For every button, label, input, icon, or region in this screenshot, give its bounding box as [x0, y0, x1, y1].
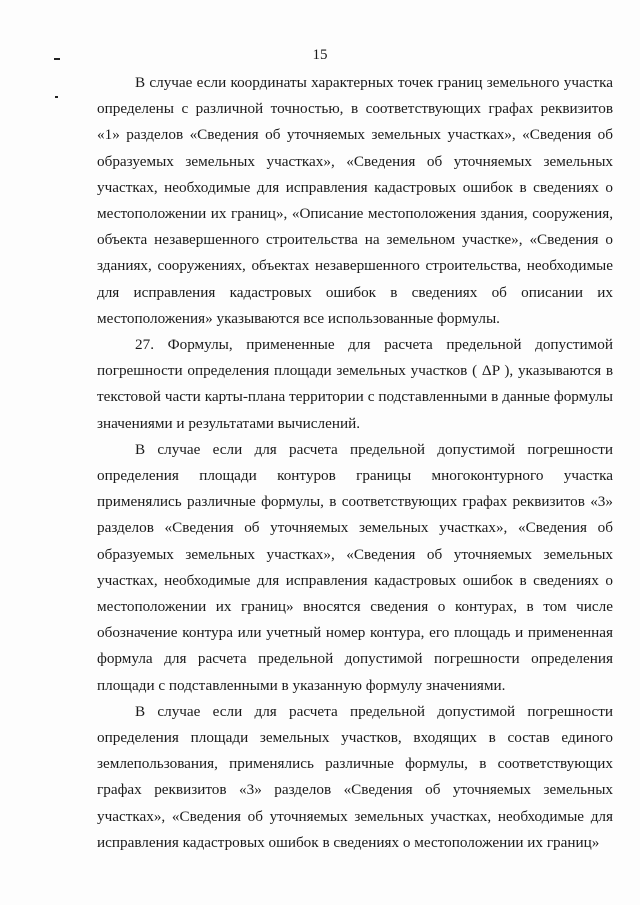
paragraph: 27. Формулы, примененные для расчета предельной допустимой погрешности определения площади земельных участков ( ΔP ), указываются в текстовой части карты-плана территории с подставленными в данные формулы значениями и результатами вычислений. [97, 336, 613, 432]
paragraph: В случае если для расчета предельной допустимой погрешности определения площади контуров границы многоконтурного участка применялись различные формулы, в соответствующих графах реквизитов «3» разделов «Сведения об уточняемых земельных участках», «Сведения об образуемых земельных участках», «Сведения об уточняемых земельных участках, необходимые для исправления кадастровых ошибок в сведениях о местоположении их границ» вносятся сведения о контурах, в том числе обозначение контура или учетный номер контура, его площадь и примененная формула для расчета предельной допустимой погрешности определения площади с подставленными в указанную формулу значениями. [97, 440, 613, 694]
paragraph: В случае если координаты характерных точек границ земельного участка определены с различной точностью, в соответствующих графах реквизитов «1» разделов «Сведения об уточняемых земельных участках», «Сведения об образуемых земельных участках», «Сведения об уточняемых земельных участках, необходимые для исправления кадастровых ошибок в сведениях о местоположении их границ», «Описание местоположения здания, сооружения, объекта незавершенного строительства на земельном участке», «Сведения о зданиях, сооружениях, объектах незавершенного строительства, необходимые для исправления кадастровых ошибок в сведениях об описании их местоположения» указываются все использованные формулы. [97, 74, 613, 327]
scan-mark [55, 96, 58, 98]
page-number: 15 [312, 47, 328, 63]
paragraph: В случае если для расчета предельной допустимой погрешности определения площади земельных участков, входящих в состав единого землепользования, применялись различные формулы, в соответствующих графах реквизитов «3» разделов «Сведения об уточняемых земельных участках», «Сведения об уточняемых земельных участках, необходимые для исправления кадастровых ошибок в сведениях о местоположении их границ» [97, 702, 613, 851]
body-text [97, 70, 613, 856]
